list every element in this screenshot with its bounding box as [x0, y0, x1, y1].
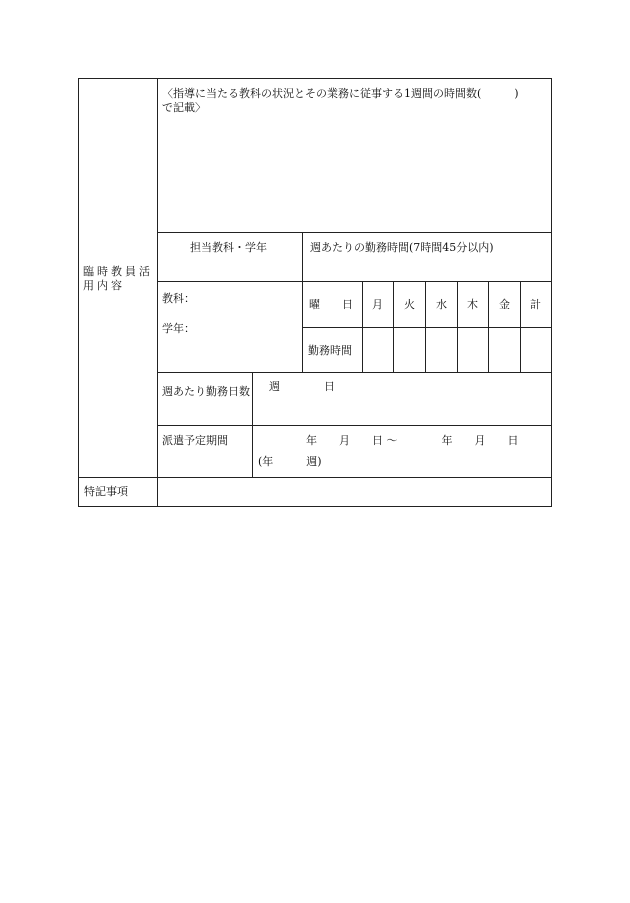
workdays-row-bottom — [157, 425, 551, 426]
day-divider-2 — [425, 281, 426, 373]
remarks-label: 特記事項 — [84, 485, 128, 498]
guide-text-line1: 〈指導に当たる教科の状況とその業務に従事する1週間の時間数( ) — [162, 87, 519, 100]
day-wed: 水 — [436, 298, 447, 311]
day-divider-1 — [393, 281, 394, 373]
subject-column-divider — [302, 232, 303, 373]
day-mon: 月 — [372, 298, 383, 311]
schedule-label-divider — [362, 281, 363, 373]
day-divider-5 — [520, 281, 521, 373]
workdays-label: 週あたり勤務日数 — [162, 385, 250, 398]
workdays-value: 週 日 — [269, 380, 335, 393]
day-tue: 火 — [404, 298, 415, 311]
work-hours-label: 勤務時間 — [308, 344, 352, 357]
guide-text-line2: で記載〉 — [162, 101, 206, 114]
value-column-divider — [252, 372, 253, 478]
day-divider-4 — [488, 281, 489, 373]
table-border-remarks-top — [78, 477, 551, 478]
label-column-divider — [157, 78, 158, 507]
table-border-right — [551, 78, 552, 507]
weekday-header: 曜 日 — [309, 298, 353, 311]
day-divider-3 — [457, 281, 458, 373]
subject-label: 教科： — [162, 292, 195, 305]
header-row-bottom — [157, 281, 551, 282]
period-value: 年 月 日 〜 年 月 日 — [306, 434, 519, 447]
table-border-left — [78, 78, 79, 507]
day-thu: 木 — [467, 298, 478, 311]
period-weeks: (年 週) — [258, 455, 322, 468]
schedule-row-bottom — [157, 372, 551, 373]
table-border-top — [78, 78, 551, 79]
weekly-hours-header: 週あたりの勤務時間(7時間45分以内) — [310, 241, 494, 254]
table-border-bottom — [78, 506, 551, 507]
grade-label: 学年： — [162, 322, 195, 335]
day-fri: 金 — [499, 298, 510, 311]
guide-area-bottom — [157, 232, 551, 233]
weekday-row-bottom — [302, 327, 551, 328]
day-total: 計 — [530, 298, 541, 311]
subject-grade-header: 担当教科・学年 — [190, 241, 267, 254]
section-label: 臨時教員活用内容 — [83, 265, 153, 292]
period-label: 派遣予定期間 — [162, 434, 228, 447]
